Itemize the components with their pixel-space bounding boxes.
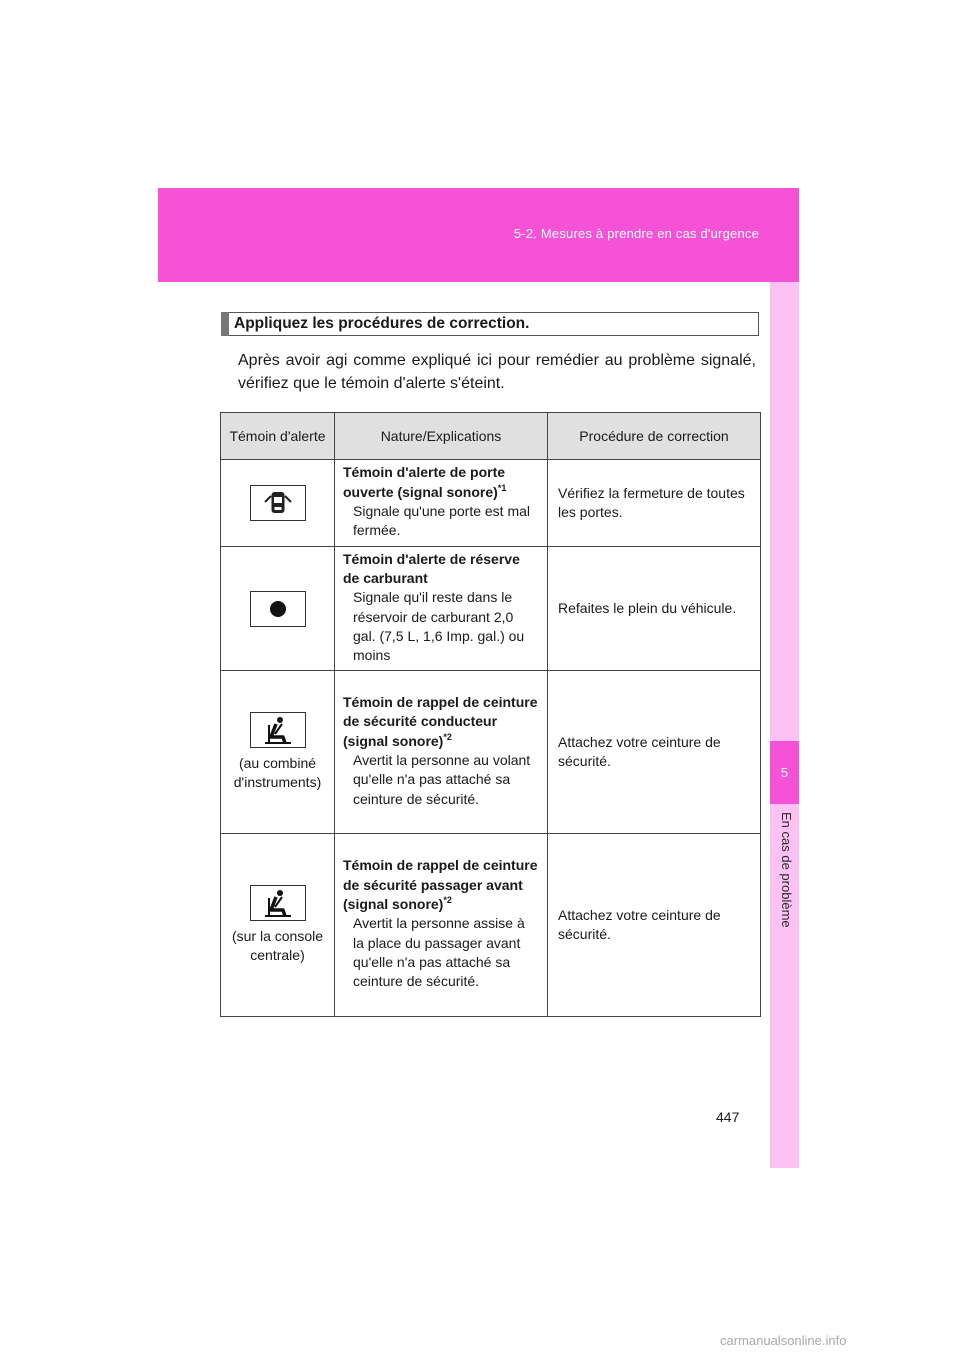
warning-title: Témoin de rappel de ceinture de sécurité passager avant (signal sonore): [343, 857, 538, 913]
warning-light-table: [220, 412, 761, 1017]
column-header: Procédure de correction: [548, 413, 761, 460]
side-tab-label: En cas de problème: [779, 812, 794, 928]
page-number: 447: [716, 1109, 740, 1125]
warning-light-cell: [221, 547, 335, 671]
heading-bar: [221, 312, 229, 336]
warning-description: Avertit la personne au volant qu'elle n'a pas attaché sa ceinture de sécurité.: [353, 752, 531, 807]
table-row: [221, 547, 761, 671]
warning-light-cell: [221, 460, 335, 547]
explanation-cell: [335, 834, 548, 1017]
footnote-ref: *2: [443, 731, 452, 742]
explanation-cell: [335, 460, 548, 547]
table-row: [221, 460, 761, 547]
table-header-row: [221, 413, 761, 460]
chapter-header-band: [158, 188, 799, 282]
warning-description: Signale qu'il reste dans le réservoir de carburant 2,0 gal. (7,5 L, 1,6 Imp. gal.) ou moins: [353, 589, 525, 664]
explanation-cell: [335, 671, 548, 834]
warning-title: Témoin d'alerte de réserve de carburant: [343, 550, 520, 586]
correction-cell: Attachez votre ceinture de sécurité.: [548, 834, 761, 1017]
icon-caption: (au combiné d'instruments): [233, 755, 322, 790]
footnote-ref: *2: [443, 895, 452, 906]
column-header: Témoin d'alerte: [221, 413, 335, 460]
correction-cell: Refaites le plein du véhicule.: [548, 547, 761, 671]
side-tab-number: 5: [780, 765, 789, 780]
seatbelt-icon: [250, 712, 306, 748]
warning-light-cell: [221, 834, 335, 1017]
warning-light-cell: [221, 671, 335, 834]
warning-description: Signale qu'une porte est mal fermée.: [353, 503, 531, 539]
icon-caption: (sur la console centrale): [231, 928, 324, 963]
table-row: [221, 671, 761, 834]
table-row: [221, 834, 761, 1017]
section-heading-text: Appliquez les procédures de correction.: [234, 315, 530, 332]
column-header: Nature/Explications: [335, 413, 548, 460]
warning-description: Avertit la personne assise à la place du passager avant qu'elle n'a pas attaché sa ceinture de sécurité.: [353, 915, 525, 990]
side-tab-number-box[interactable]: [770, 741, 799, 804]
correction-cell: Attachez votre ceinture de sécurité.: [548, 671, 761, 834]
breadcrumb: 5-2. Mesures à prendre en cas d'urgence: [513, 226, 759, 241]
watermark: carmanualsonline.info: [720, 1333, 847, 1348]
footnote-ref: *1: [497, 482, 507, 493]
explanation-cell: [335, 547, 548, 671]
intro-paragraph: Après avoir agi comme expliqué ici pour remédier au problème signalé, vérifiez que le témoin d'alerte s'éteint.: [238, 352, 756, 392]
seatbelt-icon: [250, 885, 306, 921]
correction-cell: Vérifiez la fermeture de toutes les portes.: [548, 460, 761, 547]
side-tab-strip: [770, 282, 799, 1168]
door-open-icon: [250, 485, 306, 521]
warning-title: Témoin d'alerte de porte ouverte (signal sonore): [343, 464, 506, 500]
warning-title: Témoin de rappel de ceinture de sécurité conducteur (signal sonore): [343, 694, 538, 749]
section-heading: [221, 312, 759, 336]
fuel-pump-icon: [250, 591, 306, 627]
